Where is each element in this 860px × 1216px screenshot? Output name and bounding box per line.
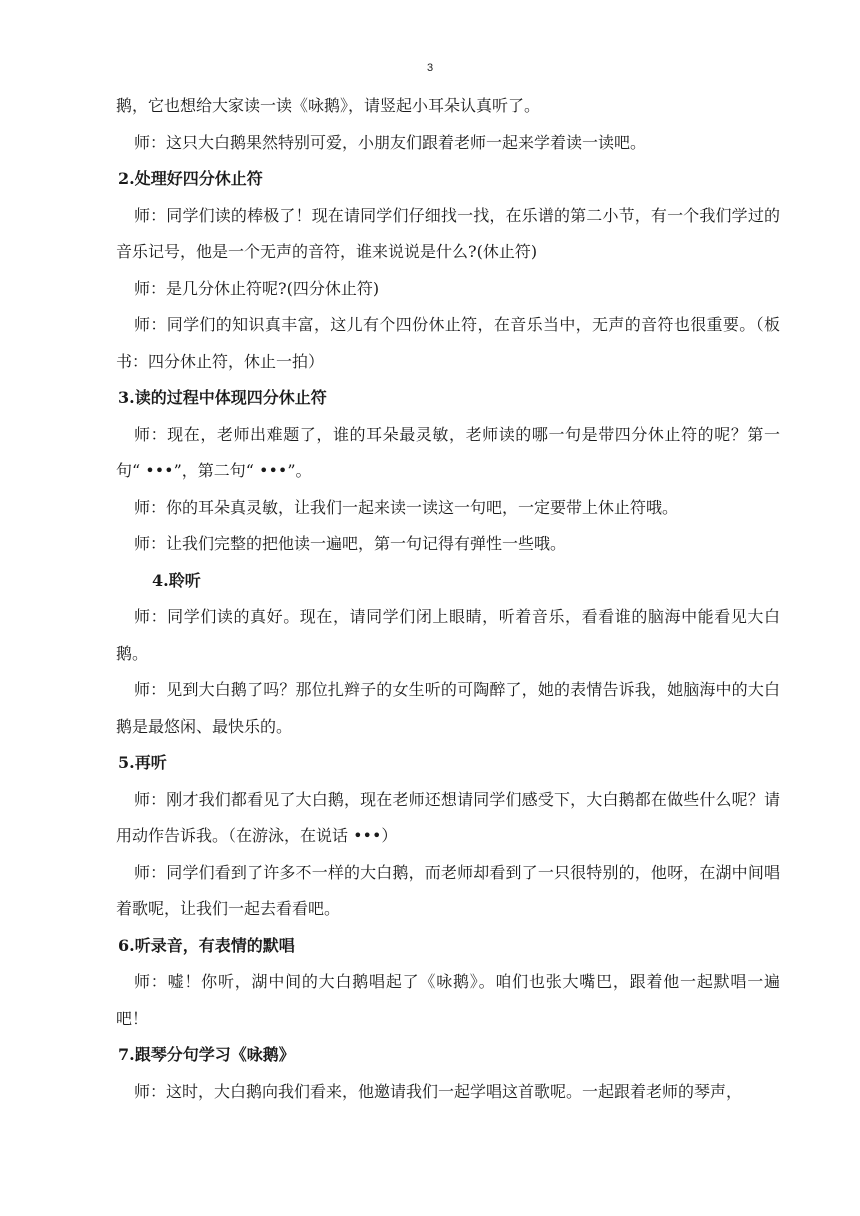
paragraph: 师：见到大白鹅了吗？那位扎辫子的女生听的可陶醉了，她的表情告诉我，她脑海中的大白鹅是最悠闲、最快乐的。 xyxy=(116,680,780,736)
section-heading: 7.跟琴分句学习《咏鹅》 xyxy=(118,1045,295,1064)
paragraph: 师：这时，大白鹅向我们看来，他邀请我们一起学唱这首歌呢。一起跟着老师的琴声， xyxy=(134,1081,743,1101)
paragraph: 师：同学们的知识真丰富，这儿有个四份休止符，在音乐当中，无声的音符也很重要。（板书：四分休止符，休止一拍） xyxy=(116,315,780,371)
paragraph: 师：让我们完整的把他读一遍吧，第一句记得有弹性一些哦。 xyxy=(134,534,567,553)
section-heading: 3.读的过程中体现四分休止符 xyxy=(118,388,327,407)
paragraph: 鹅，它也想给大家读一读《咏鹅》，请竖起小耳朵认真听了。 xyxy=(116,96,541,115)
paragraph: 师：这只大白鹅果然特别可爱，小朋友们跟着老师一起来学着读一读吧。 xyxy=(134,132,647,152)
paragraph: 师：是几分休止符呢?(四分休止符) xyxy=(134,278,380,298)
page-number: 3 xyxy=(426,62,434,74)
paragraph: 师：同学们读的真好。现在，请同学们闭上眼睛，听着音乐，看看谁的脑海中能看见大白鹅。 xyxy=(116,607,780,663)
section-heading: 2.处理好四分休止符 xyxy=(118,169,263,188)
paragraph: 师：现在，老师出难题了，谁的耳朵最灵敏，老师读的哪一句是带四分休止符的呢？第一句“ •••”，第二句“ •••”。 xyxy=(116,424,780,480)
document-body xyxy=(116,88,780,1110)
paragraph: 师：你的耳朵真灵敏，让我们一起来读一读这一句吧，一定要带上休止符哦。 xyxy=(134,497,679,517)
paragraph: 师：同学们读的棒极了！现在请同学们仔细找一找，在乐谱的第二小节，有一个我们学过的音乐记号，他是一个无声的音符，谁来说说是什么?(休止符) xyxy=(116,205,780,261)
paragraph: 师：刚才我们都看见了大白鹅，现在老师还想请同学们感受下，大白鹅都在做些什么呢？请用动作告诉我。（在游泳，在说话 •••） xyxy=(116,789,780,845)
section-heading: 4.聆听 xyxy=(152,570,201,590)
paragraph: 师：嘘！你听，湖中间的大白鹅唱起了《咏鹅》。咱们也张大嘴巴，跟着他一起默唱一遍吧！ xyxy=(116,972,780,1028)
section-heading: 6.听录音，有表情的默唱 xyxy=(118,935,295,955)
paragraph: 师：同学们看到了许多不一样的大白鹅，而老师却看到了一只很特别的，他呀，在湖中间唱着歌呢，让我们一起去看看吧。 xyxy=(116,862,780,918)
section-heading: 5.再听 xyxy=(118,753,167,772)
